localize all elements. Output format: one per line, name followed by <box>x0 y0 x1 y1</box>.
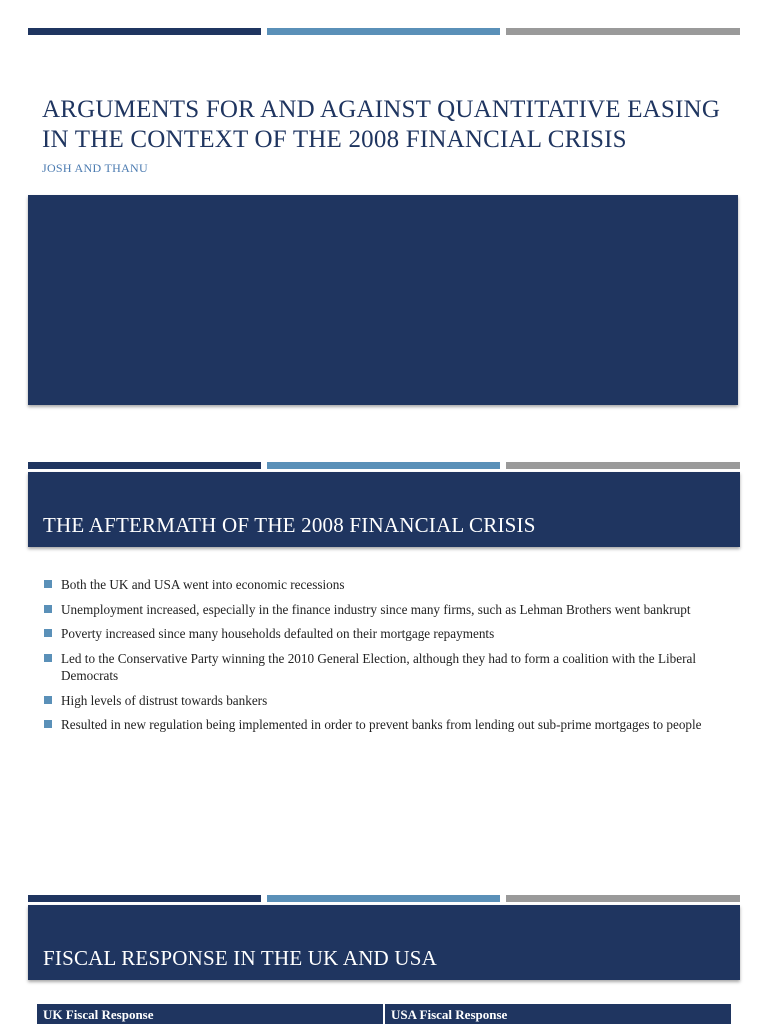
bullet-item <box>42 716 732 734</box>
bullet-text: High levels of distrust towards bankers <box>61 692 268 708</box>
slide-1-color-block <box>28 195 738 405</box>
slide-1-title: ARGUMENTS FOR AND AGAINST QUANTITATIVE EASING IN THE CONTEXT OF THE 2008 FINANCIAL CRISIS <box>42 96 721 153</box>
slide-2-header-band <box>28 472 740 547</box>
bullet-text: Both the UK and USA went into economic recessions <box>61 577 345 592</box>
blue-stripe <box>267 895 500 902</box>
bullet-item <box>42 625 732 643</box>
square-bullet-icon <box>44 629 52 637</box>
square-bullet-icon <box>44 580 52 588</box>
slide-1-top-stripes <box>28 28 740 35</box>
slide-3-heading: FISCAL RESPONSE IN THE UK AND USA <box>43 946 437 970</box>
gray-stripe <box>506 28 740 35</box>
bullet-text: Unemployment increased, especially in the finance industry since many firms, such as Lehman Brothers went bankrupt <box>61 601 691 617</box>
bullet-text: Poverty increased since many households defaulted on their mortgage repayments <box>61 626 495 641</box>
bullet-text: Resulted in new regulation being implemented in order to prevent banks from lending out sub-prime mortgages to people <box>61 717 702 732</box>
slide-2-top-stripes <box>28 462 740 469</box>
slide-1-authors: JOSH AND THANU <box>42 161 148 175</box>
square-bullet-icon <box>44 720 52 728</box>
slide-2-bullet-list <box>42 576 732 741</box>
navy-stripe <box>28 28 261 35</box>
bullet-text: Led to the Conservative Party winning the 2010 General Election, although they had to form a coalition with the Liberal Democrats <box>61 650 697 683</box>
fiscal-response-table-header <box>37 1004 731 1024</box>
blue-stripe <box>267 462 500 469</box>
bullet-item <box>42 650 732 685</box>
bullet-item <box>42 576 732 594</box>
gray-stripe <box>506 895 740 902</box>
slide-2-heading: THE AFTERMATH OF THE 2008 FINANCIAL CRISIS <box>43 513 536 537</box>
blue-stripe <box>267 28 500 35</box>
slide-3-top-stripes <box>28 895 740 902</box>
square-bullet-icon <box>44 696 52 704</box>
navy-stripe <box>28 462 261 469</box>
bullet-item <box>42 692 732 710</box>
usa-fiscal-response-header: USA Fiscal Response <box>383 1004 731 1024</box>
uk-fiscal-response-header: UK Fiscal Response <box>43 1007 154 1022</box>
gray-stripe <box>506 462 740 469</box>
bullet-item <box>42 601 732 619</box>
navy-stripe <box>28 895 261 902</box>
square-bullet-icon <box>44 654 52 662</box>
slide-3-header-band <box>28 905 740 980</box>
square-bullet-icon <box>44 605 52 613</box>
